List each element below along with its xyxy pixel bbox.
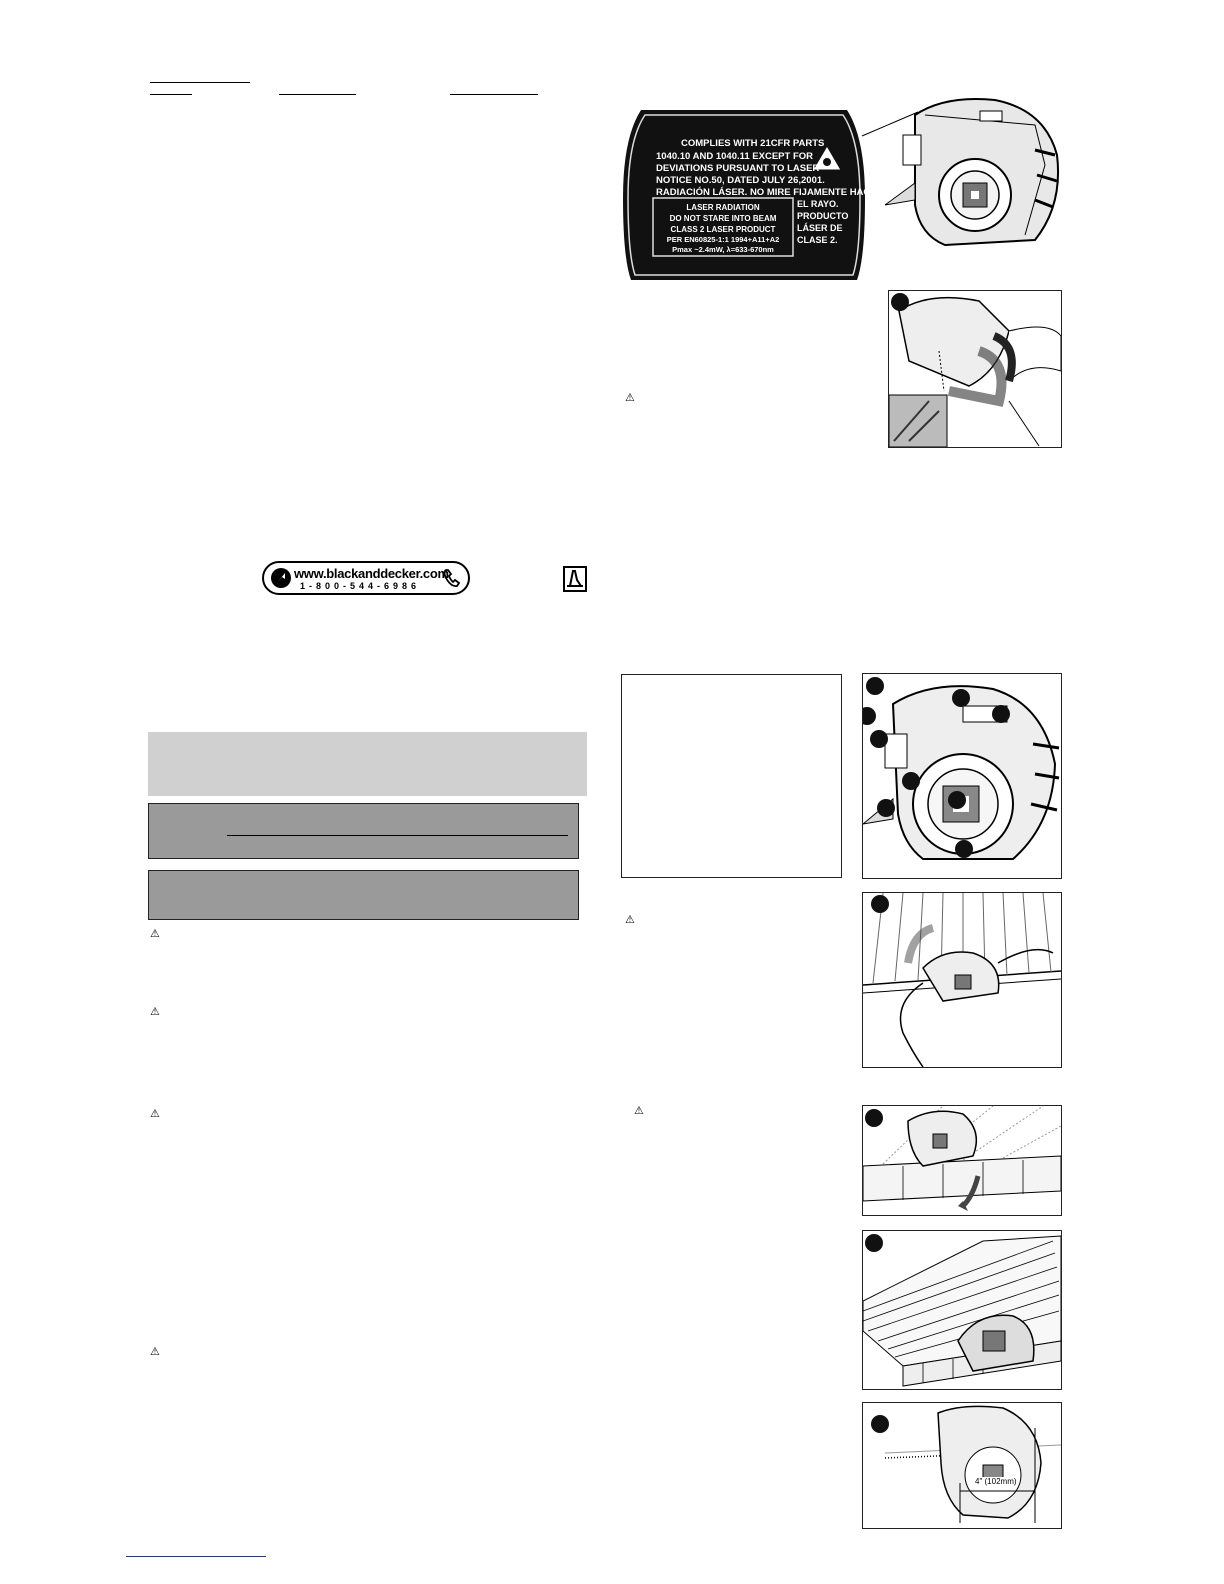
laser-warning-label <box>621 108 880 282</box>
info-banner-light <box>148 732 587 796</box>
header-underline-1 <box>150 82 250 83</box>
header-underline-3 <box>279 94 356 95</box>
label-line-4: NOTICE NO.50, DATED JULY 26,2001. <box>656 175 825 186</box>
figure-c <box>862 892 1062 1068</box>
component-callout <box>877 799 895 817</box>
label-line-3: DEVIATIONS PURSUANT TO LASER <box>656 163 820 174</box>
label-inner-2: DO NOT STARE INTO BEAM <box>669 214 777 223</box>
component-callout <box>955 840 973 858</box>
warning-icon: ⚠ <box>150 1107 160 1120</box>
figure-callout <box>866 677 884 695</box>
warning-icon: ⚠ <box>634 1104 644 1117</box>
figure-callout <box>865 1234 883 1252</box>
dimension-label: 4" (102mm) <box>975 1477 1017 1486</box>
warning-icon: ⚠ <box>150 1345 160 1358</box>
label-side-2: PRODUCTO <box>797 211 849 221</box>
label-line-5: RADIACIÓN LÁSER. NO MIRE FIJAMENTE HACIA <box>656 187 880 198</box>
footer-underline <box>126 1556 266 1557</box>
label-inner-3: CLASS 2 LASER PRODUCT <box>670 225 776 234</box>
phone-icon <box>441 566 463 590</box>
warning-icon: ⚠ <box>625 913 635 926</box>
warning-icon: ⚠ <box>150 927 160 940</box>
banner-underline <box>227 835 568 836</box>
component-callout <box>902 772 920 790</box>
label-inner-5: Pmax ~2.4mW, λ=633-670nm <box>672 245 774 254</box>
warning-icon: ⚠ <box>625 391 635 404</box>
warning-icon: ⚠ <box>150 1005 160 1018</box>
info-banner-dark-1 <box>148 803 579 859</box>
logo-url: www.blackanddecker.com <box>294 566 449 581</box>
blackanddecker-logo[interactable] <box>262 561 470 595</box>
label-side-3: LÁSER DE <box>797 223 843 233</box>
tool-drawing-top <box>885 95 1065 250</box>
figure-callout <box>871 1415 889 1433</box>
label-side-1: EL RAYO. <box>797 199 839 209</box>
read-manual-icon <box>563 566 587 592</box>
figure-callout <box>865 1109 883 1127</box>
info-banner-dark-2 <box>148 870 579 920</box>
figure-b <box>862 673 1062 879</box>
header-underline-2 <box>150 94 192 95</box>
logo-phone: 1-800-544-6986 <box>300 581 421 591</box>
component-callout <box>870 730 888 748</box>
figure-callout <box>891 293 909 311</box>
figure-f <box>862 1402 1062 1529</box>
logo-cursor-icon <box>270 566 292 590</box>
component-callout <box>948 791 966 809</box>
figure-a <box>888 290 1062 448</box>
component-callout <box>992 705 1010 723</box>
label-inner-1: LASER RADIATION <box>686 203 760 212</box>
label-inner-4: PER EN60825-1:1 1994+A11+A2 <box>666 235 780 244</box>
figure-callout <box>871 895 889 913</box>
label-side-4: CLASE 2. <box>797 235 838 245</box>
parts-list-box <box>621 674 842 878</box>
label-line-1: COMPLIES WITH 21CFR PARTS <box>681 138 825 149</box>
header-underline-4 <box>450 94 538 95</box>
figure-e <box>862 1230 1062 1390</box>
figure-d <box>862 1105 1062 1216</box>
component-callout <box>952 689 970 707</box>
label-line-2: 1040.10 AND 1040.11 EXCEPT FOR <box>656 151 814 162</box>
